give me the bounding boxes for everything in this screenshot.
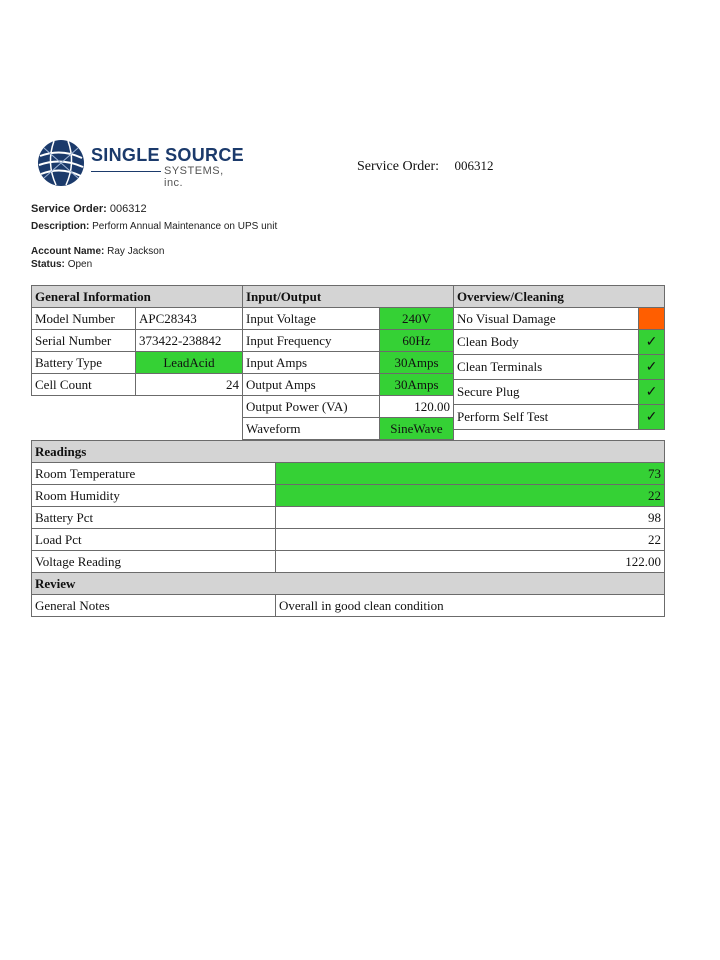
overview-title: Overview/Cleaning xyxy=(454,286,665,308)
load-pct-label: Load Pct xyxy=(32,529,276,551)
battery-pct-label: Battery Pct xyxy=(32,507,276,529)
table-row xyxy=(32,374,243,396)
service-order-value: 006312 xyxy=(109,203,147,215)
battery-type-label: Battery Type xyxy=(32,352,136,374)
table-row xyxy=(454,330,665,355)
readings-review-table xyxy=(31,440,665,617)
status-line xyxy=(31,259,92,270)
table-row xyxy=(32,485,665,507)
room-temperature-label: Room Temperature xyxy=(32,463,276,485)
general-info-title: General Information xyxy=(32,286,243,308)
company-logo xyxy=(36,138,246,188)
table-row xyxy=(32,507,665,529)
input-frequency-value: 60Hz xyxy=(380,330,454,352)
table-row xyxy=(32,330,243,352)
input-amps-label: Input Amps xyxy=(243,352,380,374)
input-voltage-value: 240V xyxy=(380,308,454,330)
battery-pct-value: 98 xyxy=(276,507,665,529)
voltage-reading-label: Voltage Reading xyxy=(32,551,276,573)
service-order-header-label: Service Order: xyxy=(357,159,440,174)
service-order-header xyxy=(357,158,494,175)
clean-terminals-label: Clean Terminals xyxy=(454,355,639,380)
input-voltage-label: Input Voltage xyxy=(243,308,380,330)
general-notes-value: Overall in good clean condition xyxy=(276,595,665,617)
cell-count-value: 24 xyxy=(136,374,243,396)
logo-sub-text: SYSTEMS, inc. xyxy=(164,165,224,189)
table-row xyxy=(32,595,665,617)
output-power-label: Output Power (VA) xyxy=(243,396,380,418)
self-test-label: Perform Self Test xyxy=(454,405,639,430)
account-line xyxy=(31,246,164,257)
table-row xyxy=(243,418,454,440)
service-order-line xyxy=(31,203,147,215)
serial-number-label: Serial Number xyxy=(32,330,136,352)
no-visual-damage-status xyxy=(639,308,665,330)
model-number-value: APC28343 xyxy=(136,308,243,330)
cell-count-label: Cell Count xyxy=(32,374,136,396)
table-row xyxy=(454,405,665,430)
general-notes-label: General Notes xyxy=(32,595,276,617)
serial-number-value: 373422-238842 xyxy=(136,330,243,352)
battery-type-value: LeadAcid xyxy=(136,352,243,374)
general-info-table xyxy=(31,285,243,396)
service-order-label: Service Order: xyxy=(31,203,107,215)
clean-terminals-check-icon: ✓ xyxy=(639,355,665,380)
secure-plug-label: Secure Plug xyxy=(454,380,639,405)
room-humidity-label: Room Humidity xyxy=(32,485,276,507)
room-humidity-value: 22 xyxy=(276,485,665,507)
clean-body-check-icon: ✓ xyxy=(639,330,665,355)
table-row xyxy=(243,330,454,352)
logo-main-text: SINGLE SOURCE xyxy=(91,145,244,165)
table-row xyxy=(243,396,454,418)
clean-body-label: Clean Body xyxy=(454,330,639,355)
waveform-value: SineWave xyxy=(380,418,454,440)
waveform-label: Waveform xyxy=(243,418,380,440)
review-title: Review xyxy=(32,573,665,595)
table-row xyxy=(32,352,243,374)
self-test-check-icon: ✓ xyxy=(639,405,665,430)
account-value: Ray Jackson xyxy=(107,246,165,257)
account-label: Account Name: xyxy=(31,246,105,257)
readings-title: Readings xyxy=(32,441,665,463)
input-output-title: Input/Output xyxy=(243,286,454,308)
table-row xyxy=(454,355,665,380)
description-line xyxy=(31,221,277,232)
output-amps-value: 30Amps xyxy=(380,374,454,396)
input-output-table xyxy=(242,285,454,440)
voltage-reading-value: 122.00 xyxy=(276,551,665,573)
table-row xyxy=(243,352,454,374)
service-order-header-value: 006312 xyxy=(454,158,494,173)
secure-plug-check-icon: ✓ xyxy=(639,380,665,405)
table-row xyxy=(32,308,243,330)
status-label: Status: xyxy=(31,259,65,270)
room-temperature-value: 73 xyxy=(276,463,665,485)
input-amps-value: 30Amps xyxy=(380,352,454,374)
overview-cleaning-table xyxy=(453,285,665,430)
input-frequency-label: Input Frequency xyxy=(243,330,380,352)
no-visual-damage-label: No Visual Damage xyxy=(454,308,639,330)
table-row xyxy=(243,308,454,330)
table-row xyxy=(454,380,665,405)
description-value: Perform Annual Maintenance on UPS unit xyxy=(92,221,278,232)
table-row xyxy=(32,463,665,485)
globe-icon xyxy=(36,138,86,188)
logo-divider xyxy=(91,171,161,172)
model-number-label: Model Number xyxy=(32,308,136,330)
table-row xyxy=(32,551,665,573)
table-row xyxy=(454,308,665,330)
status-value: Open xyxy=(67,259,93,270)
description-label: Description: xyxy=(31,221,90,232)
table-row xyxy=(32,529,665,551)
table-row xyxy=(243,374,454,396)
load-pct-value: 22 xyxy=(276,529,665,551)
output-amps-label: Output Amps xyxy=(243,374,380,396)
output-power-value: 120.00 xyxy=(380,396,454,418)
